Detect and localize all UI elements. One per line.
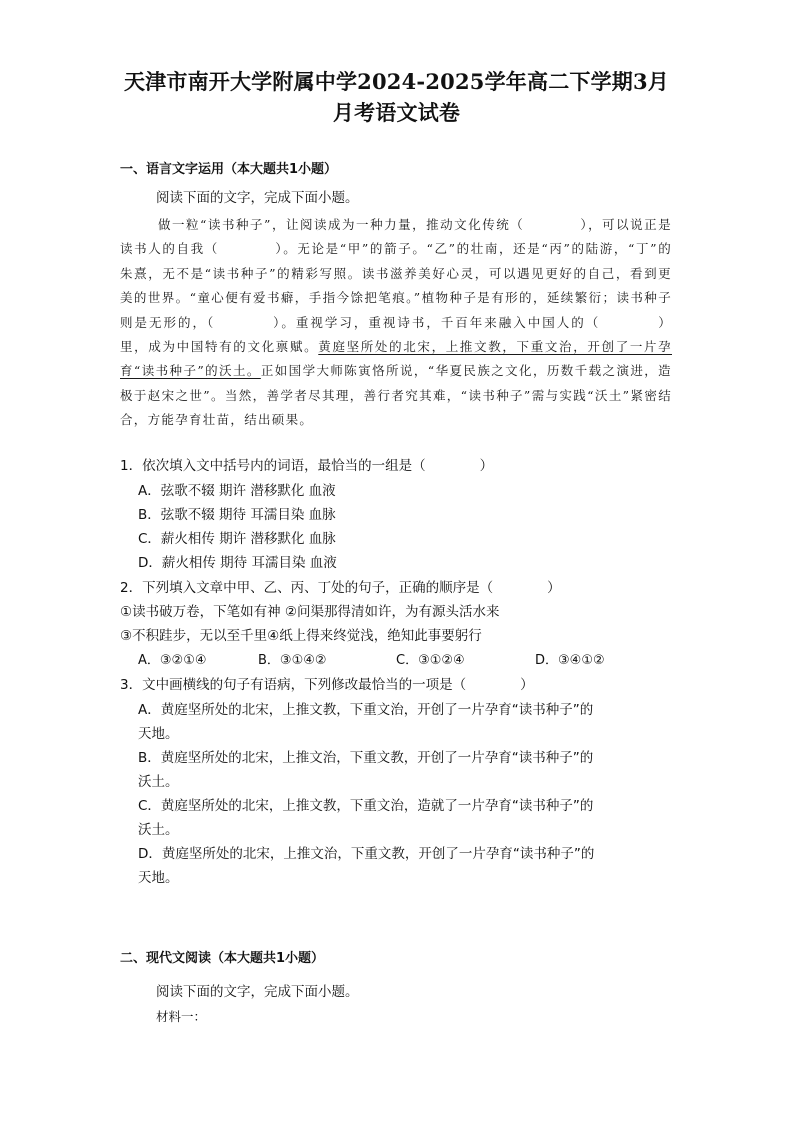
passage-text-after: 正如国学大师陈寅恪所说，“华夏民族之文化，历数千载之演进，造极于赵宋之世”。当然，善学者尽其理，善行者究其难，“读书种子”需与实践“沃土”紧密结合，方能孕育壮苗，结出硕果。 — [120, 363, 672, 428]
q1-option-c: C．薪火相传 期许 潜移默化 血脉 — [138, 531, 336, 547]
q3-option-d-line2: 天地。 — [138, 870, 179, 886]
q2-items-line1: ①读书破万卷，下笔如有神 ②问渠那得清如许，为有源头活水来 — [120, 604, 500, 620]
q3-option-b-line2: 沃土。 — [138, 774, 179, 790]
reading-passage — [120, 213, 672, 433]
passage-text-before: 做一粒“读书种子”，让阅读成为一种力量，推动文化传统（ ），可以说正是读书人的自我（ ）。无论是“甲”的箭子。“乙”的壮南，还是“丙”的陆游，“丁”的朱熹，无不是“读书种子”的精彩写照。读书滋养美好心灵，可以遇见更好的自己，看到更美的世界。“童心便有爱书癖，手指今馀把笔痕。”植物种子是有形的，延续繁衍；读书种子则是无形的，（ ）。重视学习，重视诗书，千百年来融入中国人的（ ）里，成为中国特有的文化禀赋。 — [120, 217, 672, 355]
q3-option-a-line2: 天地。 — [138, 726, 179, 742]
q2-option-b: B．③①④② — [258, 653, 327, 668]
q2-option-d: D．③④①② — [535, 653, 605, 668]
q3-option-b-line1: B．黄庭坚所处的北宋，上推文治，下重文教，开创了一片孕育“读书种子”的 — [138, 750, 594, 766]
passage-underlined-sentence: 黄庭坚所处的北宋，上推文教，下重文治，开创了一片孕育“读书种子”的沃土。 — [120, 339, 672, 379]
q3-stem: 3．文中画横线的句子有语病，下列修改最恰当的一项是（ ） — [120, 677, 534, 693]
q2-option-a: A．③②①④ — [138, 653, 207, 668]
q2-stem: 2．下列填入文章中甲、乙、丙、丁处的句子，正确的顺序是（ ） — [120, 580, 561, 596]
section1-intro: 阅读下面的文字，完成下面小题。 — [156, 190, 359, 206]
exam-title-line2: 月考语文试卷 — [332, 100, 461, 125]
q2-items-line2: ③不积跬步，无以至千里④纸上得来终觉浅，绝知此事要躬行 — [120, 628, 482, 644]
q3-option-a-line1: A．黄庭坚所处的北宋，上推文教，下重文治，开创了一片孕育“读书种子”的 — [138, 702, 594, 718]
q1-option-d: D．薪火相传 期待 耳濡目染 血液 — [138, 555, 337, 571]
q1-stem: 1．依次填入文中括号内的词语，最恰当的一组是（ ） — [120, 458, 494, 474]
section2-intro: 阅读下面的文字，完成下面小题。 — [156, 984, 359, 1000]
q2-option-c: C．③①②④ — [396, 653, 465, 668]
q1-option-b: B．弦歌不辍 期待 耳濡目染 血脉 — [138, 507, 336, 523]
q3-option-d-line1: D．黄庭坚所处的北宋，上推文治，下重文教，开创了一片孕育“读书种子”的 — [138, 846, 595, 862]
section2-heading: 二、现代文阅读（本大题共1小题） — [120, 951, 325, 966]
q1-option-a: A．弦歌不辍 期许 潜移默化 血液 — [138, 483, 336, 499]
section1-heading: 一、语言文字运用（本大题共1小题） — [120, 162, 338, 177]
q2-options — [138, 649, 658, 673]
material-one-label: 材料一： — [156, 1009, 207, 1024]
q3-option-c-line2: 沃土。 — [138, 822, 179, 838]
q3-option-c-line1: C．黄庭坚所处的北宋，上推文教，下重文治，造就了一片孕育“读书种子”的 — [138, 798, 594, 814]
exam-title-line1: 天津市南开大学附属中学2024-2025学年高二下学期3月 — [123, 69, 670, 94]
